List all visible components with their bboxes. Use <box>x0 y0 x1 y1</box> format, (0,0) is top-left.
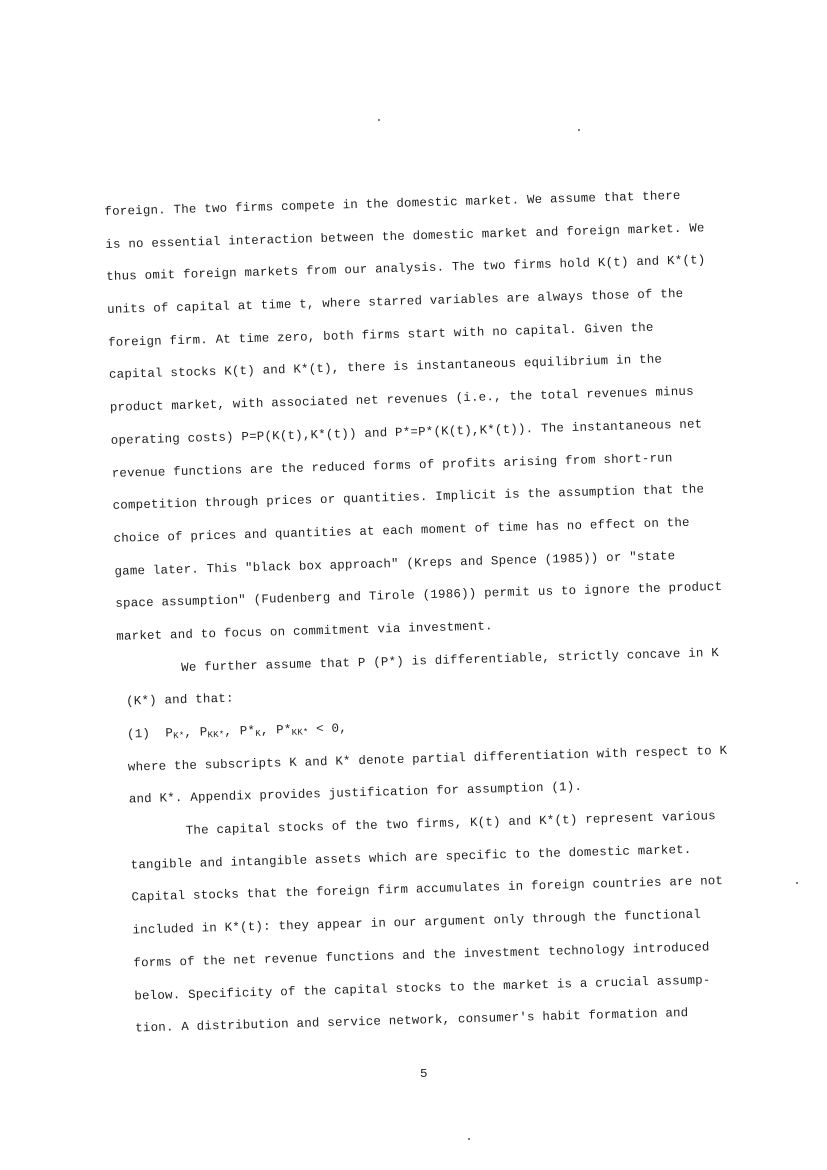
equation-relation: < 0, <box>316 721 348 737</box>
equation-subscript: K* <box>173 730 185 742</box>
text-line: Capital stocks that the foreign firm accumulates in foreign countries are not <box>131 874 724 905</box>
equation-subscript: KK* <box>207 729 225 741</box>
text-line: included in K*(t): they appear in our argument only through the functional <box>132 907 702 938</box>
text-line: (K*) and that: <box>125 691 234 709</box>
text-line: capital stocks K(t) and K*(t), there is instantaneous equilibrium in the <box>108 352 663 383</box>
text-line: forms of the net revenue functions and the investment technology introduced <box>133 940 710 971</box>
text-line: foreign. The two firms compete in the domestic market. We assume that there <box>104 188 681 219</box>
scan-speck <box>378 119 380 121</box>
text-line: competition through prices or quantities. Implicit is the assumption that the <box>112 482 705 514</box>
text-line: below. Specificity of the capital stocks to the market is a crucial assump- <box>134 972 711 1003</box>
page-number: 5 <box>420 1067 428 1081</box>
text-line: product market, with associated net revenues (i.e., the total revenues minus <box>109 384 694 416</box>
text-line: tangible and intangible assets which are specific to the domestic market. <box>130 842 692 873</box>
equation-1: (1) $P_{K*}$, $P_{KK*}$, $P*_K$, $P*_{KK*} < 0$, <box>126 721 348 742</box>
scan-speck <box>468 1138 470 1140</box>
text-line: market and to focus on commitment via investment. <box>116 619 493 644</box>
text-line: operating costs) P=P(K(t),K*(t)) and P*=P*(K(t),K*(t)). The instantaneous net <box>110 417 703 448</box>
equation-term: P <box>165 726 174 741</box>
scan-speck <box>796 882 798 884</box>
equation-term: P* <box>276 722 292 738</box>
body-text <box>104 178 787 1046</box>
text-line: and K*. Appendix provides justification for assumption (1). <box>128 780 583 807</box>
text-line: revenue functions are the reduced forms of profits arising from short-run <box>111 450 673 481</box>
equation-term: P <box>199 725 208 740</box>
text-line: choice of prices and quantities at each moment of time has no effect on the <box>113 515 690 546</box>
text-line: thus omit foreign markets from our analysis. The two firms hold K(t) and K*(t) <box>106 253 706 285</box>
paragraph-first-line: We further assume that P (P*) is differentiable, strictly concave in K <box>181 645 720 675</box>
text-line: where the subscripts K and K* denote partial differentiation with respect to K <box>127 743 728 775</box>
text-line: space assumption" (Fudenberg and Tirole (1986)) permit us to ignore the product <box>115 580 723 612</box>
text-line: units of capital at time t, where starred variables are always those of the <box>106 286 684 318</box>
text-line: tion. A distribution and service network, consumer's habit formation and <box>135 1006 689 1036</box>
equation-subscript: K <box>255 728 262 739</box>
text-line: is no essential interaction between the domestic market and foreign market. We <box>105 220 705 252</box>
paragraph-first-line: The capital stocks of the two firms, K(t) and K*(t) represent various <box>185 809 717 839</box>
equation-number: (1) <box>126 726 151 742</box>
text-line: foreign firm. At time zero, both firms start with no capital. Given the <box>107 320 654 350</box>
equation-subscript: KK* <box>291 727 309 738</box>
text-line: game later. This "black box approach" (Kreps and Spence (1985)) or "state <box>114 548 676 579</box>
equation-term: P* <box>239 723 256 739</box>
scan-speck <box>578 129 580 131</box>
